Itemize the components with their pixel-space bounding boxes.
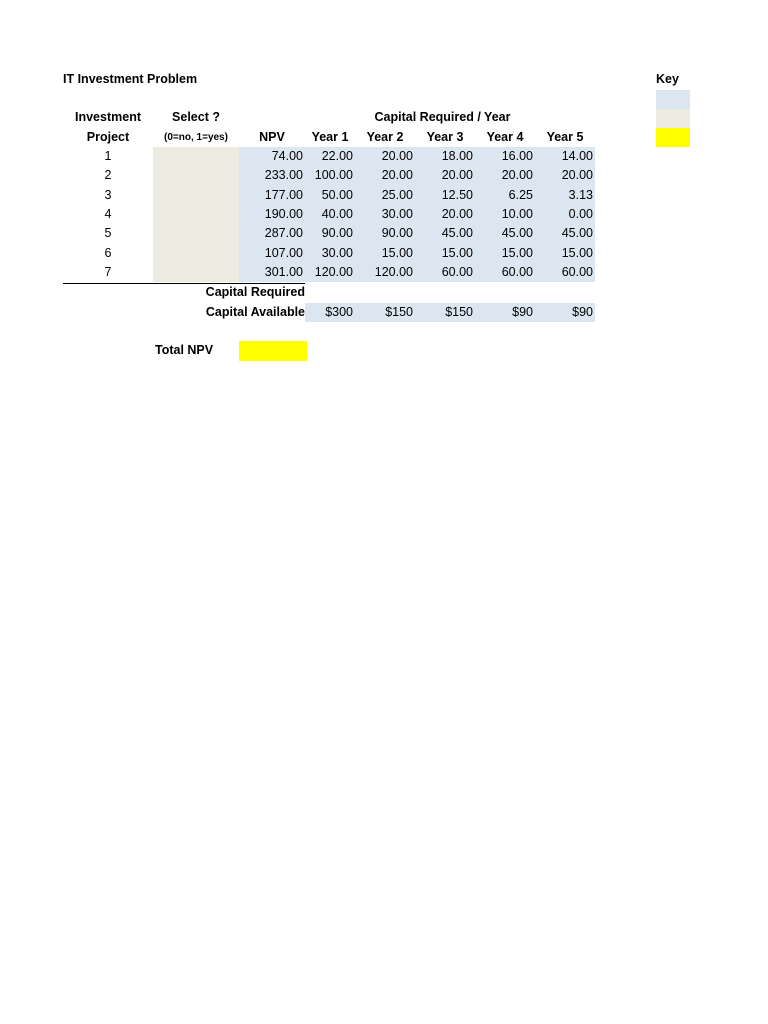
cell-year4: 15.00 — [501, 245, 533, 260]
header-project: Project — [86, 130, 130, 144]
cell-year5: 15.00 — [561, 245, 593, 260]
cell-year3: 20.00 — [441, 168, 473, 183]
cell-year1: 120.00 — [314, 264, 353, 279]
capital-available-year1: $300 — [325, 305, 353, 319]
cell-project: 6 — [104, 245, 112, 260]
key-output-swatch — [656, 128, 690, 147]
header-select: Select ? — [172, 110, 220, 124]
capital-required-label: Capital Required — [205, 285, 305, 299]
cell-year2: 20.00 — [381, 168, 413, 183]
cell-year3: 20.00 — [441, 206, 473, 221]
cell-year4: 20.00 — [501, 168, 533, 183]
cell-year1: 30.00 — [321, 245, 353, 260]
cell-year3: 15.00 — [441, 245, 473, 260]
key-input-swatch — [656, 109, 690, 128]
cell-project: 3 — [104, 187, 112, 202]
header-year1: Year 1 — [311, 130, 349, 144]
cell-year1: 100.00 — [314, 168, 353, 183]
total-npv-label: Total NPV — [155, 343, 214, 357]
cell-year4: 45.00 — [501, 226, 533, 241]
cell-project: 2 — [104, 168, 112, 183]
cell-year1: 22.00 — [321, 149, 353, 163]
cell-year5: 3.13 — [568, 187, 593, 202]
cell-project: 1 — [104, 149, 112, 163]
cell-year4: 16.00 — [501, 149, 533, 163]
key-data-swatch — [656, 90, 690, 109]
cell-year1: 90.00 — [321, 226, 353, 241]
cell-year3: 45.00 — [441, 226, 473, 241]
cell-project: 4 — [104, 206, 112, 221]
cell-year3: 60.00 — [441, 264, 473, 279]
cell-select-input[interactable] — [153, 147, 239, 166]
capital-available-year5: $90 — [572, 305, 593, 319]
cell-select-input[interactable] — [153, 186, 239, 205]
capital-available-label: Capital Available — [205, 305, 305, 319]
cell-select-input[interactable] — [153, 263, 239, 282]
cell-year4: 6.25 — [508, 187, 533, 202]
header-year3: Year 3 — [426, 130, 464, 144]
header-select-hint: (0=no, 1=yes) — [164, 132, 228, 143]
capital-available-year2: $150 — [385, 305, 413, 319]
cell-npv: 74.00 — [271, 149, 303, 163]
cell-select-input[interactable] — [153, 244, 239, 263]
header-capital-required-year: Capital Required / Year — [374, 110, 511, 124]
cell-year5: 14.00 — [561, 149, 593, 163]
header-year5: Year 5 — [546, 130, 584, 144]
cell-year5: 60.00 — [561, 264, 593, 279]
page-title: IT Investment Problem — [63, 72, 198, 86]
header-year2: Year 2 — [366, 130, 404, 144]
cell-year4: 10.00 — [501, 206, 533, 221]
key-label: Key — [656, 72, 679, 86]
cell-project: 5 — [104, 226, 112, 241]
header-investment: Investment — [75, 110, 141, 124]
capital-available-year3: $150 — [445, 305, 473, 319]
header-year4: Year 4 — [486, 130, 524, 144]
cell-year1: 40.00 — [321, 206, 353, 221]
cell-select-input[interactable] — [153, 224, 239, 243]
cell-year5: 45.00 — [561, 226, 593, 241]
cell-npv: 233.00 — [264, 168, 303, 183]
total-npv-cell[interactable] — [239, 341, 307, 361]
cell-year2: 20.00 — [381, 149, 413, 163]
cell-select-input[interactable] — [153, 166, 239, 185]
cell-year2: 25.00 — [381, 187, 413, 202]
capital-available-year4: $90 — [512, 305, 533, 319]
cell-year2: 120.00 — [374, 264, 413, 279]
cell-project: 7 — [104, 264, 112, 279]
cell-year5: 20.00 — [561, 168, 593, 183]
header-npv: NPV — [259, 130, 285, 144]
cell-select-input[interactable] — [153, 205, 239, 224]
cell-year5: 0.00 — [568, 206, 593, 221]
cell-year2: 15.00 — [381, 245, 413, 260]
cell-npv: 301.00 — [264, 264, 303, 279]
cell-npv: 177.00 — [264, 187, 303, 202]
cell-npv: 190.00 — [264, 206, 303, 221]
cell-year1: 50.00 — [321, 187, 353, 202]
cell-year3: 12.50 — [441, 187, 473, 202]
cell-year3: 18.00 — [441, 149, 473, 163]
cell-year2: 30.00 — [381, 206, 413, 221]
cell-year2: 90.00 — [381, 226, 413, 241]
cell-npv: 287.00 — [264, 226, 303, 241]
cell-year4: 60.00 — [501, 264, 533, 279]
cell-npv: 107.00 — [264, 245, 303, 260]
